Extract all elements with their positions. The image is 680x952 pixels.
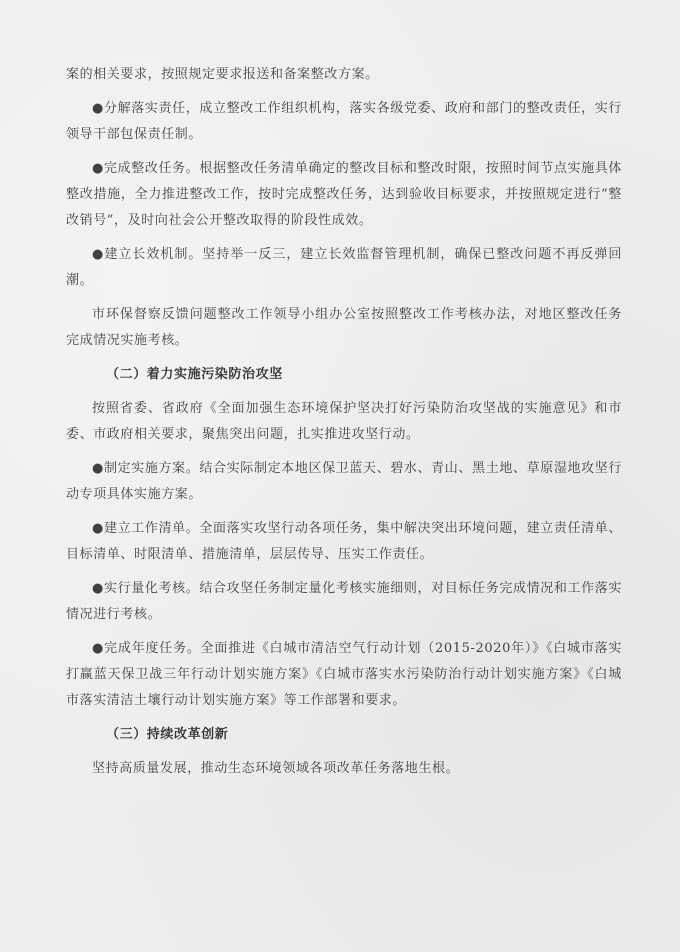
- bullet-dot-icon: ●: [92, 461, 104, 476]
- paragraph: 按照省委、省政府《全面加强生态环境保护坚决打好污染防治攻坚战的实施意见》和市委、市政府相关要求，聚焦突出问题，扎实推进攻坚行动。: [66, 401, 622, 442]
- bullet-dot-icon: ●: [92, 581, 104, 596]
- section-heading: （二）着力实施污染防治攻坚: [106, 367, 283, 382]
- bullet-dot-icon: ●: [92, 641, 105, 656]
- bullet-text: 完成年度任务。全面推进《白城市清洁空气行动计划（2015-2020年）》《白城市落实打赢蓝天保卫战三年行动计划实施方案》《白城市落实水污染防治行动计划实施方案》《白城市落实清洁土壤行动计划实施方案》等工作部署和要求。: [66, 641, 622, 708]
- bullet-text: 实行量化考核。结合攻坚任务制定量化考核实施细则，对目标任务完成情况和工作落实情况进行考核。: [66, 581, 622, 622]
- paragraph: 市环保督察反馈问题整改工作领导小组办公室按照整改工作考核办法，对地区整改任务完成情况实施考核。: [66, 307, 622, 348]
- bullet-text: 分解落实责任，成立整改工作组织机构，落实各级党委、政府和部门的整改责任，实行领导干部包保责任制。: [66, 101, 622, 142]
- bullet-text: 建立长效机制。坚持举一反三，建立长效监督管理机制，确保已整改问题不再反弹回潮。: [66, 247, 623, 288]
- section-heading: （三）持续改革创新: [106, 727, 229, 742]
- bullet-dot-icon: ●: [92, 247, 105, 262]
- bullet-text: 建立工作清单。全面落实攻坚行动各项任务，集中解决突出环境问题，建立责任清单、目标清单、时限清单、措施清单，层层传导、压实工作责任。: [66, 521, 622, 562]
- paragraph-continuation: 案的相关要求，按照规定要求报送和备案整改方案。: [66, 67, 379, 82]
- bullet-dot-icon: ●: [92, 101, 104, 116]
- bullet-paragraph: [66, 456, 622, 508]
- bullet-paragraph: [66, 636, 622, 714]
- bullet-paragraph: [66, 156, 622, 234]
- bullet-dot-icon: ●: [92, 521, 104, 536]
- bullet-paragraph: [66, 96, 622, 148]
- bullet-paragraph: [66, 242, 622, 294]
- bullet-dot-icon: ●: [92, 161, 104, 176]
- bullet-paragraph: [66, 516, 622, 568]
- bullet-text: 完成整改任务。根据整改任务清单确定的整改目标和整改时限，按照时间节点实施具体整改措施，全力推进整改工作，按时完成整改任务，达到验收目标要求，并按照规定进行“整改销号”，及时向社会公开整改取得的阶段性成效。: [66, 161, 622, 228]
- paragraph: 坚持高质量发展，推动生态环境领域各项改革任务落地生根。: [92, 761, 460, 776]
- bullet-text: 制定实施方案。结合实际制定本地区保卫蓝天、碧水、青山、黑土地、草原湿地攻坚行动专项具体实施方案。: [66, 461, 622, 502]
- bullet-paragraph: [66, 576, 622, 628]
